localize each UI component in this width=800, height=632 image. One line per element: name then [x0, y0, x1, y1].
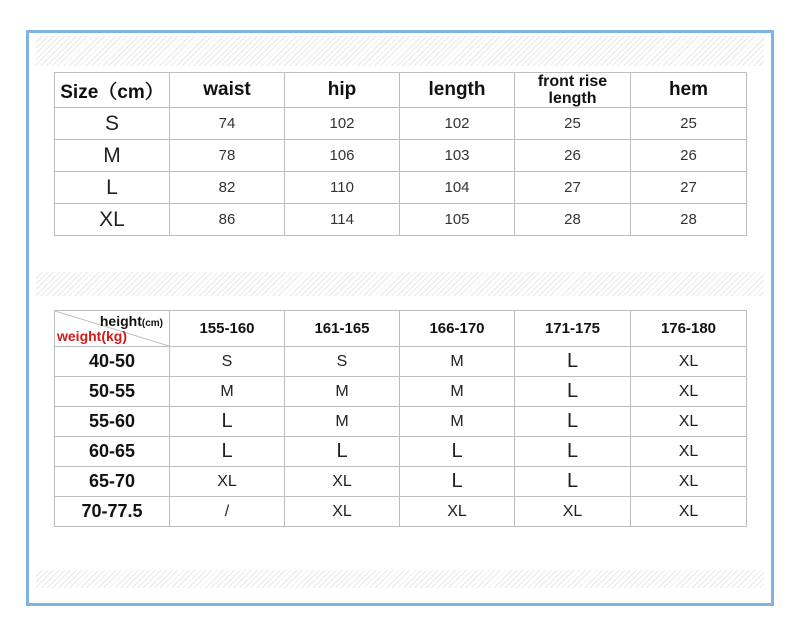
fit-size-cell: M	[400, 347, 515, 377]
fit-size-cell: M	[170, 377, 285, 407]
cell-value: 78	[170, 140, 285, 172]
fit-table-header-row	[55, 311, 747, 347]
weight-range-label: 40-50	[55, 347, 170, 377]
size-table-header-row	[55, 73, 747, 108]
hatch-band-bottom	[36, 570, 764, 588]
height-range-header: 171-175	[515, 311, 631, 347]
corner-header-cell	[55, 311, 170, 347]
weight-range-label: 70-77.5	[55, 497, 170, 527]
fit-size-cell: M	[400, 407, 515, 437]
weight-range-label: 55-60	[55, 407, 170, 437]
cell-value: 26	[515, 140, 631, 172]
cell-value: 86	[170, 204, 285, 236]
cell-value: 25	[631, 108, 747, 140]
cell-value: 104	[400, 172, 515, 204]
weight-axis-label: weight(kg)	[57, 328, 127, 344]
cell-value: 27	[631, 172, 747, 204]
fit-size-cell: S	[285, 347, 400, 377]
fit-size-cell: XL	[515, 497, 631, 527]
height-range-header: 176-180	[631, 311, 747, 347]
cell-value: 82	[170, 172, 285, 204]
table-row	[55, 347, 747, 377]
cell-value: 103	[400, 140, 515, 172]
fit-size-cell: XL	[631, 347, 747, 377]
cell-value: 105	[400, 204, 515, 236]
header-hem: hem	[631, 73, 747, 108]
fit-size-cell: L	[170, 407, 285, 437]
fit-size-cell: M	[400, 377, 515, 407]
fit-size-cell: XL	[170, 467, 285, 497]
cell-value: 110	[285, 172, 400, 204]
height-axis-label: height(cm)	[99, 313, 163, 329]
fit-size-cell: XL	[631, 437, 747, 467]
fit-size-cell: M	[285, 407, 400, 437]
weight-range-label: 65-70	[55, 467, 170, 497]
table-row	[55, 140, 747, 172]
fit-size-cell: /	[170, 497, 285, 527]
cell-value: 28	[515, 204, 631, 236]
height-range-header: 161-165	[285, 311, 400, 347]
fit-size-cell: XL	[285, 467, 400, 497]
cell-value: 114	[285, 204, 400, 236]
cell-value: 102	[285, 108, 400, 140]
cell-value: 25	[515, 108, 631, 140]
fit-size-cell: XL	[631, 467, 747, 497]
header-hip: hip	[285, 73, 400, 108]
fit-size-cell: XL	[631, 497, 747, 527]
table-row	[55, 108, 747, 140]
fit-size-cell: L	[285, 437, 400, 467]
fit-size-cell: XL	[400, 497, 515, 527]
table-row	[55, 172, 747, 204]
weight-range-label: 50-55	[55, 377, 170, 407]
table-row	[55, 407, 747, 437]
table-row	[55, 497, 747, 527]
height-range-header: 155-160	[170, 311, 285, 347]
fit-size-cell: L	[515, 467, 631, 497]
fit-size-cell: L	[170, 437, 285, 467]
header-length: length	[400, 73, 515, 108]
fit-size-cell: XL	[631, 377, 747, 407]
size-label: L	[55, 172, 170, 204]
hatch-band-middle	[36, 272, 764, 296]
fit-size-cell: L	[515, 407, 631, 437]
height-weight-fit-table	[54, 310, 747, 527]
cell-value: 28	[631, 204, 747, 236]
fit-size-cell: L	[515, 377, 631, 407]
fit-size-cell: L	[400, 467, 515, 497]
fit-size-cell: L	[400, 437, 515, 467]
table-row	[55, 437, 747, 467]
size-label: XL	[55, 204, 170, 236]
cell-value: 102	[400, 108, 515, 140]
header-front-rise-length: front rise length	[515, 73, 631, 108]
cell-value: 74	[170, 108, 285, 140]
fit-size-cell: M	[285, 377, 400, 407]
fit-size-cell: S	[170, 347, 285, 377]
size-measurement-table	[54, 72, 747, 236]
header-size: Size（cm）	[55, 73, 170, 108]
height-range-header: 166-170	[400, 311, 515, 347]
size-label: S	[55, 108, 170, 140]
table-row	[55, 204, 747, 236]
weight-range-label: 60-65	[55, 437, 170, 467]
fit-size-cell: L	[515, 437, 631, 467]
hatch-band-top	[36, 36, 764, 66]
size-label: M	[55, 140, 170, 172]
fit-size-cell: L	[515, 347, 631, 377]
table-row	[55, 377, 747, 407]
header-waist: waist	[170, 73, 285, 108]
cell-value: 106	[285, 140, 400, 172]
table-row	[55, 467, 747, 497]
cell-value: 26	[631, 140, 747, 172]
cell-value: 27	[515, 172, 631, 204]
fit-size-cell: XL	[285, 497, 400, 527]
fit-size-cell: XL	[631, 407, 747, 437]
